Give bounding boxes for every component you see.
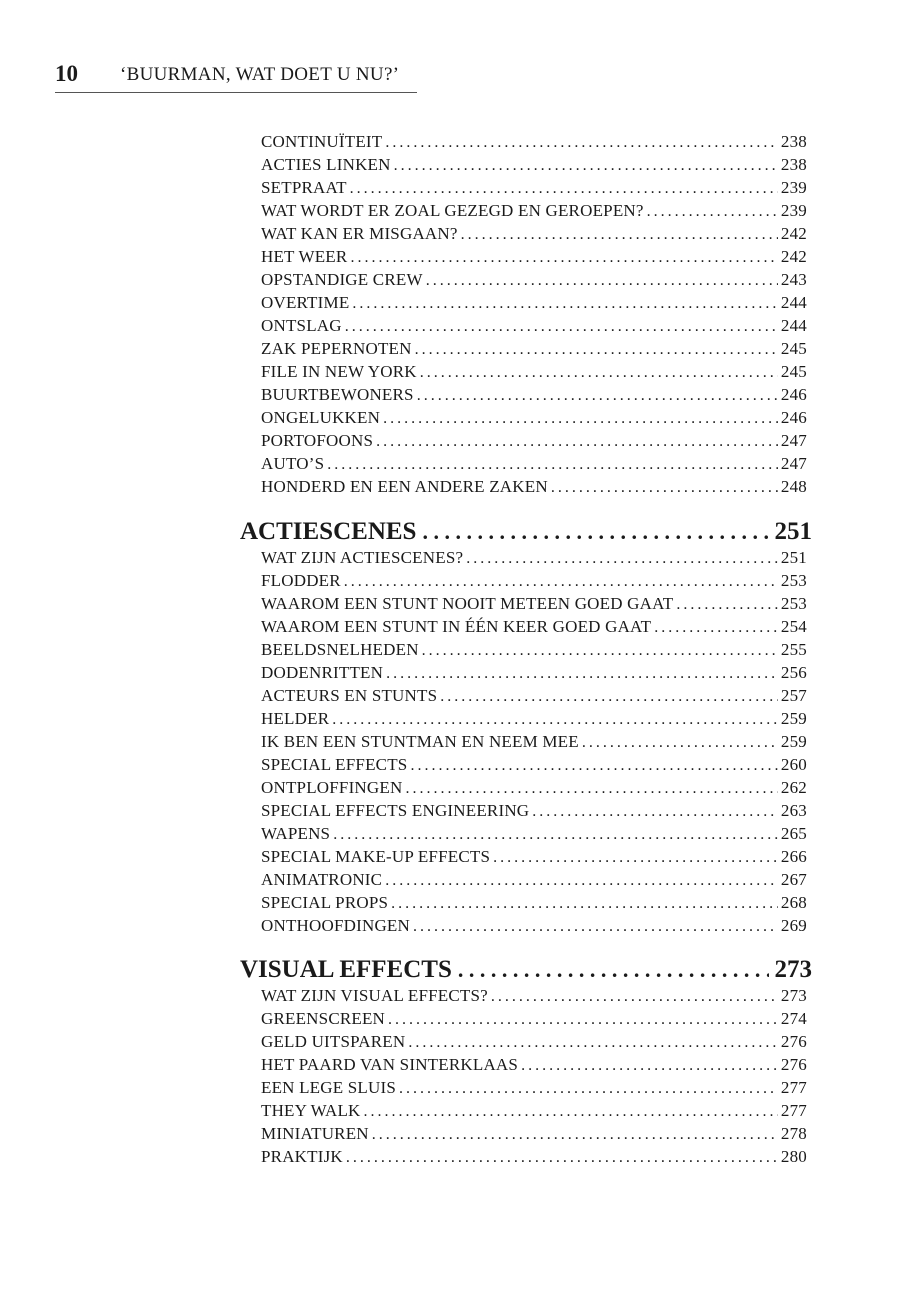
toc-entry-page: 277 — [780, 1101, 807, 1120]
toc-entry-page: 242 — [780, 247, 807, 266]
toc-entry — [261, 639, 807, 661]
dot-leader — [344, 570, 778, 592]
dot-leader — [376, 430, 778, 452]
toc-entry-page: 280 — [780, 1147, 807, 1166]
toc-entry-title: FLODDER — [261, 571, 341, 590]
toc-entry-title: FILE IN NEW YORK — [261, 362, 417, 381]
toc-entry-title: HET WEER — [261, 247, 348, 266]
toc-entry-title: GELD UITSPAREN — [261, 1032, 406, 1051]
toc-entry-title: ZAK PEPERNOTEN — [261, 339, 412, 358]
toc-entry-page: 267 — [780, 870, 807, 889]
toc-entry-title: WAPENS — [261, 824, 331, 843]
toc-entry-title: OVERTIME — [261, 293, 350, 312]
toc-entry — [261, 915, 807, 937]
toc-entry-page: 266 — [780, 847, 807, 866]
dot-leader — [372, 1123, 778, 1145]
toc-entry — [261, 846, 807, 868]
toc-entry-page: 278 — [780, 1124, 807, 1143]
toc-entry-title: ONTSLAG — [261, 316, 342, 335]
section-title: ACTIESCENES — [240, 518, 417, 545]
dot-leader — [676, 593, 778, 615]
toc-entry — [261, 269, 807, 291]
toc-entry-title: SETPRAAT — [261, 178, 347, 197]
toc-entry — [261, 800, 807, 822]
toc-entry — [261, 593, 807, 615]
toc-entry-title: ONTHOOFDINGEN — [261, 916, 410, 935]
toc-entry — [261, 177, 807, 199]
toc-entry-page: 265 — [780, 824, 807, 843]
toc-entry — [261, 685, 807, 707]
dot-leader — [364, 1100, 778, 1122]
toc-entry-page: 254 — [780, 617, 807, 636]
dot-leader — [458, 954, 769, 986]
toc-entry — [261, 476, 807, 498]
toc-entry-page: 246 — [780, 408, 807, 427]
dot-leader — [532, 800, 778, 822]
toc-entry — [261, 823, 807, 845]
dot-leader — [422, 516, 768, 548]
toc-entry-title: PRAKTIJK — [261, 1147, 343, 1166]
toc-entry-title: WAAROM EEN STUNT NOOIT METEEN GOED GAAT — [261, 594, 674, 613]
toc-entry-page: 238 — [780, 132, 807, 151]
dot-leader — [413, 915, 778, 937]
toc-entry — [261, 777, 807, 799]
section-heading-visual-effects — [240, 954, 812, 986]
dot-leader — [385, 131, 778, 153]
toc-entry-page: 242 — [780, 224, 807, 243]
running-title: ‘BUURMAN, WAT DOET U NU?’ — [120, 64, 400, 85]
toc-entry-page: 256 — [780, 663, 807, 682]
dot-leader — [350, 177, 778, 199]
toc-entry — [261, 200, 807, 222]
toc-entry — [261, 570, 807, 592]
dot-leader — [410, 754, 777, 776]
toc-entry — [261, 407, 807, 429]
dot-leader — [332, 708, 778, 730]
toc-entry-title: EEN LEGE SLUIS — [261, 1078, 397, 1097]
toc-entry-title: ONTPLOFFINGEN — [261, 778, 403, 797]
dot-leader — [408, 1031, 778, 1053]
toc-entry-page: 244 — [780, 293, 807, 312]
toc-entry-page: 269 — [780, 916, 807, 935]
dot-leader — [440, 685, 778, 707]
toc-entry — [261, 754, 807, 776]
dot-leader — [399, 1077, 778, 1099]
toc-entry-title: SPECIAL EFFECTS — [261, 755, 408, 774]
toc-entry-title: GREENSCREEN — [261, 1009, 386, 1028]
toc-entry — [261, 1146, 807, 1168]
toc-entry-title: WAAROM EEN STUNT IN ÉÉN KEER GOED GAAT — [261, 617, 652, 636]
dot-leader — [405, 777, 777, 799]
toc-entry-page: 259 — [780, 709, 807, 728]
toc-entry — [261, 1031, 807, 1053]
dot-leader — [461, 223, 778, 245]
dot-leader — [466, 547, 778, 569]
toc-entry-title: SPECIAL PROPS — [261, 893, 389, 912]
toc-entry-page: 245 — [780, 362, 807, 381]
toc-entry — [261, 1100, 807, 1122]
toc-entry-page: 277 — [780, 1078, 807, 1097]
toc-entry-page: 262 — [780, 778, 807, 797]
toc-entry-page: 259 — [780, 732, 807, 751]
toc-entry-page: 247 — [780, 431, 807, 450]
dot-leader — [327, 453, 778, 475]
dot-leader — [551, 476, 778, 498]
toc-entry-title: THEY WALK — [261, 1101, 361, 1120]
toc-entry — [261, 1054, 807, 1076]
toc-entry-title: CONTINUÏTEIT — [261, 132, 383, 151]
toc-entry — [261, 453, 807, 475]
toc-entry-page: 260 — [780, 755, 807, 774]
toc-entry — [261, 361, 807, 383]
toc-entry — [261, 1123, 807, 1145]
toc-entry-page: 247 — [780, 454, 807, 473]
toc-entry-page: 248 — [780, 477, 807, 496]
dot-leader — [422, 639, 778, 661]
page-number: 10 — [55, 61, 78, 86]
toc-entry — [261, 1008, 807, 1030]
toc-entry-page: 263 — [780, 801, 807, 820]
toc-entry-page: 238 — [780, 155, 807, 174]
toc-entry — [261, 892, 807, 914]
toc-entry — [261, 338, 807, 360]
toc-entry — [261, 985, 807, 1007]
toc-entry — [261, 1077, 807, 1099]
dot-leader — [415, 338, 778, 360]
toc-entry-title: PORTOFOONS — [261, 431, 374, 450]
toc-entry — [261, 154, 807, 176]
toc-entry-page: 243 — [780, 270, 807, 289]
toc-entry-title: MINIATUREN — [261, 1124, 369, 1143]
toc-entry-title: IK BEN EEN STUNTMAN EN NEEM MEE — [261, 732, 579, 751]
dot-leader — [493, 846, 778, 868]
toc-entry — [261, 731, 807, 753]
toc-entry-title: OPSTANDIGE CREW — [261, 270, 423, 289]
dot-leader — [417, 384, 778, 406]
dot-leader — [654, 616, 778, 638]
toc-entry-title: WAT WORDT ER ZOAL GEZEGD EN GEROEPEN? — [261, 201, 644, 220]
toc-entry — [261, 547, 807, 569]
dot-leader — [582, 731, 778, 753]
toc-entry-title: WAT ZIJN VISUAL EFFECTS? — [261, 986, 488, 1005]
toc-entry-title: ONGELUKKEN — [261, 408, 381, 427]
toc-entry — [261, 869, 807, 891]
dot-leader — [333, 823, 778, 845]
toc-entry-page: 257 — [780, 686, 807, 705]
section-title: VISUAL EFFECTS — [240, 956, 452, 983]
toc-entry — [261, 384, 807, 406]
toc-entry-title: SPECIAL MAKE-UP EFFECTS — [261, 847, 491, 866]
toc-entry-page: 246 — [780, 385, 807, 404]
toc-entry-title: WAT KAN ER MISGAAN? — [261, 224, 458, 243]
toc-entry-page: 255 — [780, 640, 807, 659]
dot-leader — [394, 154, 778, 176]
toc-entry — [261, 131, 807, 153]
dot-leader — [647, 200, 778, 222]
toc-entry — [261, 292, 807, 314]
toc-entry-page: 253 — [780, 571, 807, 590]
dot-leader — [350, 246, 777, 268]
toc-entry-page: 251 — [780, 548, 807, 567]
toc-entry-page: 276 — [780, 1055, 807, 1074]
toc-entry-page: 273 — [780, 986, 807, 1005]
toc-entry — [261, 708, 807, 730]
toc-entry-title: HONDERD EN EEN ANDERE ZAKEN — [261, 477, 548, 496]
toc-entry — [261, 430, 807, 452]
dot-leader — [491, 985, 778, 1007]
toc-entry-title: ACTEURS EN STUNTS — [261, 686, 438, 705]
toc-entry-title: HET PAARD VAN SINTERKLAAS — [261, 1055, 519, 1074]
dot-leader — [388, 1008, 778, 1030]
toc-entry — [261, 246, 807, 268]
dot-leader — [352, 292, 777, 314]
dot-leader — [383, 407, 778, 429]
toc-entry-page: 274 — [780, 1009, 807, 1028]
dot-leader — [521, 1054, 778, 1076]
toc-entry-title: ACTIES LINKEN — [261, 155, 391, 174]
toc-entry-title: BUURTBEWONERS — [261, 385, 414, 404]
dot-leader — [345, 315, 778, 337]
toc-entry-title: WAT ZIJN ACTIESCENES? — [261, 548, 464, 567]
toc-entry-page: 268 — [780, 893, 807, 912]
toc-entry — [261, 223, 807, 245]
dot-leader — [426, 269, 778, 291]
dot-leader — [385, 869, 778, 891]
section-page: 273 — [774, 956, 812, 983]
toc-entry-page: 239 — [780, 201, 807, 220]
toc-entry-title: DODENRITTEN — [261, 663, 384, 682]
dot-leader — [346, 1146, 778, 1168]
toc-entry-page: 239 — [780, 178, 807, 197]
toc-entry-page: 244 — [780, 316, 807, 335]
toc-entry-page: 276 — [780, 1032, 807, 1051]
section-heading-actiescenes — [240, 516, 812, 548]
toc-entry-title: AUTO’S — [261, 454, 325, 473]
dot-leader — [391, 892, 778, 914]
dot-leader — [420, 361, 778, 383]
toc-entry-title: BEELDSNELHEDEN — [261, 640, 419, 659]
dot-leader — [386, 662, 778, 684]
toc-entry-title: ANIMATRONIC — [261, 870, 383, 889]
section-page: 251 — [774, 518, 812, 545]
toc-entry — [261, 662, 807, 684]
toc-entry-page: 253 — [780, 594, 807, 613]
toc-entry — [261, 616, 807, 638]
toc-entry-title: SPECIAL EFFECTS ENGINEERING — [261, 801, 530, 820]
toc-entry-title: HELDER — [261, 709, 330, 728]
toc-entry — [261, 315, 807, 337]
toc-entry-page: 245 — [780, 339, 807, 358]
